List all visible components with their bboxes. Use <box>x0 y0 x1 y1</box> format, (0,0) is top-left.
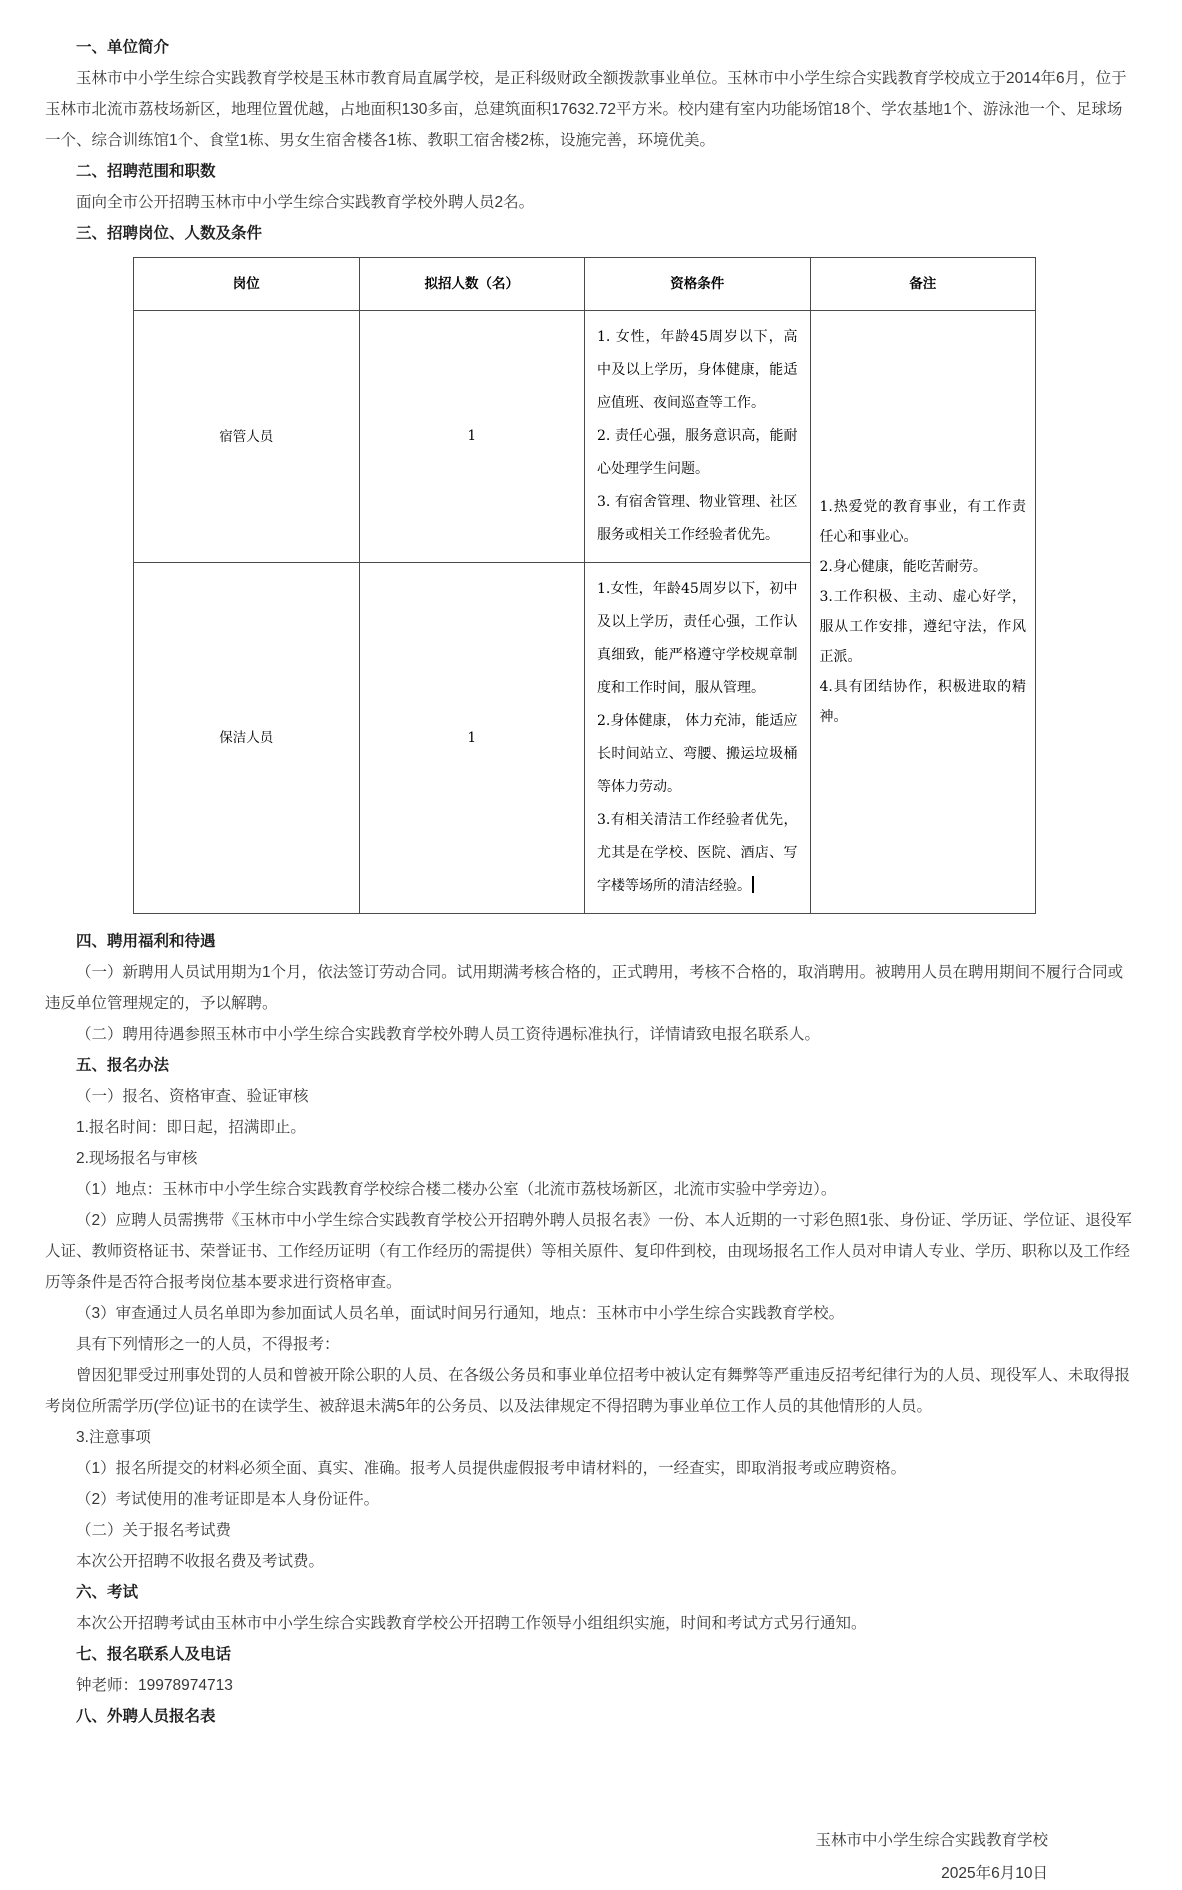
application-paragraph-5[interactable]: （2）应聘人员需携带《玉林市中小学生综合实践教育学校公开招聘外聘人员报名表》一份、本人近期的一寸彩色照1张、身份证、学历证、学位证、退役军人证、教师资格证书、荣誉证书、工作经历证明（有工作经历的需提供）等相关原件、复印件到校，由现场报名工作人员对申请人专业、学历、职称以及工作经历等条件是否符合报考岗位基本要求进行资格审查。 <box>45 1212 1132 1291</box>
recruitment-table <box>133 257 1036 914</box>
table-header-position: 岗位 <box>134 258 360 311</box>
remark-item: 1.热爱党的教育事业，有工作责任心和事业心。 <box>819 499 1026 545</box>
qualification-item <box>597 804 798 903</box>
count-cell[interactable]: 1 <box>359 311 585 563</box>
exam-paragraph[interactable]: 本次公开招聘考试由玉林市中小学生综合实践教育学校公开招聘工作领导小组组织实施，时间和考试方式另行通知。 <box>76 1615 867 1632</box>
application-paragraph-7[interactable]: 具有下列情形之一的人员，不得报考： <box>76 1336 340 1353</box>
section-heading-recruit-scope[interactable]: 二、招聘范围和职数 <box>76 163 216 180</box>
application-paragraph-13[interactable]: 本次公开招聘不收报名费及考试费。 <box>76 1553 325 1570</box>
footer-signature: 玉林市中小学生综合实践教育学校 <box>815 1832 1048 1849</box>
benefits-paragraph-1[interactable]: （一）新聘用人员试用期为1个月，依法签订劳动合同。试用期满考核合格的，正式聘用，考核不合格的，取消聘用。被聘用人员在聘用期间不履行合同或违反单位管理规定的，予以解聘。 <box>45 964 1124 1012</box>
recruit-scope-paragraph[interactable]: 面向全市公开招聘玉林市中小学生综合实践教育学校外聘人员2名。 <box>76 194 535 211</box>
application-paragraph-2[interactable]: 1.报名时间：即日起，招满即止。 <box>76 1119 306 1136</box>
qualification-item: 2.身体健康， 体力充沛，能适应长时间站立、弯腰、搬运垃圾桶等体力劳动。 <box>597 713 798 795</box>
application-paragraph-4[interactable]: （1）地点：玉林市中小学生综合实践教育学校综合楼二楼办公室（北流市荔枝场新区，北流市实验中学旁边）。 <box>76 1181 837 1198</box>
table-header-row <box>134 258 1036 311</box>
document-footer <box>45 1824 1135 1890</box>
remark-item: 3.工作积极、主动、虚心好学，服从工作安排，遵纪守法，作风正派。 <box>819 589 1026 665</box>
table-header-count: 拟招人数（名） <box>359 258 585 311</box>
footer-date: 2025年6月10日 <box>941 1865 1048 1882</box>
position-cell[interactable]: 宿管人员 <box>134 311 360 563</box>
application-paragraph-1[interactable]: （一）报名、资格审查、验证审核 <box>76 1088 309 1105</box>
table-header-remark: 备注 <box>810 258 1036 311</box>
section-heading-benefits[interactable]: 四、聘用福利和待遇 <box>76 933 216 950</box>
remark-item: 2.身心健康，能吃苦耐劳。 <box>819 559 987 575</box>
section-heading-exam[interactable]: 六、考试 <box>76 1584 139 1601</box>
qualification-item: 2. 责任心强，服务意识高，能耐心处理学生问题。 <box>597 428 798 477</box>
section-heading-positions[interactable]: 三、招聘岗位、人数及条件 <box>76 225 263 242</box>
position-cell[interactable]: 保洁人员 <box>134 563 360 914</box>
application-paragraph-11[interactable]: （2）考试使用的准考证即是本人身份证件。 <box>76 1491 380 1508</box>
qualifications-cell[interactable] <box>585 563 811 914</box>
section-heading-application-form[interactable]: 八、外聘人员报名表 <box>76 1708 216 1725</box>
qualification-item: 1.女性，年龄45周岁以下，初中及以上学历，责任心强，工作认真细致，能严格遵守学校规章制度和工作时间，服从管理。 <box>597 581 798 696</box>
benefits-paragraph-2[interactable]: （二）聘用待遇参照玉林市中小学生综合实践教育学校外聘人员工资待遇标准执行，详情请致电报名联系人。 <box>76 1026 821 1043</box>
text-cursor <box>752 876 754 893</box>
section-heading-unit-intro[interactable]: 一、单位简介 <box>76 39 170 56</box>
application-paragraph-3[interactable]: 2.现场报名与审核 <box>76 1150 198 1167</box>
contact-phone-line[interactable]: 钟老师：19978974713 <box>76 1677 233 1694</box>
application-paragraph-6[interactable]: （3）审查通过人员名单即为参加面试人员名单，面试时间另行通知，地点：玉林市中小学生综合实践教育学校。 <box>76 1305 845 1322</box>
qualifications-cell[interactable] <box>585 311 811 563</box>
table-header-qualifications: 资格条件 <box>585 258 811 311</box>
section-heading-application[interactable]: 五、报名办法 <box>76 1057 170 1074</box>
application-paragraph-10[interactable]: （1）报名所提交的材料必须全面、真实、准确。报考人员提供虚假报考申请材料的，一经查实，即取消报考或应聘资格。 <box>76 1460 907 1477</box>
qualification-item: 1. 女性，年龄45周岁以下，高中及以上学历，身体健康，能适应值班、夜间巡查等工作。 <box>597 329 798 411</box>
qualification-item: 3. 有宿舍管理、物业管理、社区服务或相关工作经验者优先。 <box>597 494 798 543</box>
section-heading-contact[interactable]: 七、报名联系人及电话 <box>76 1646 232 1663</box>
application-paragraph-8[interactable]: 曾因犯罪受过刑事处罚的人员和曾被开除公职的人员、在各级公务员和事业单位招考中被认定有舞弊等严重违反招考纪律行为的人员、现役军人、未取得报考岗位所需学历(学位)证书的在读学生、被辞退未满5年的公务员、以及法律规定不得招聘为事业单位工作人员的其他情形的人员。 <box>45 1367 1131 1415</box>
qualification-item-text: 3.有相关清洁工作经验者优先，尤其是在学校、医院、酒店、写字楼等场所的清洁经验。 <box>597 812 798 894</box>
unit-intro-paragraph[interactable]: 玉林市中小学生综合实践教育学校是玉林市教育局直属学校，是正科级财政全额拨款事业单位。玉林市中小学生综合实践教育学校成立于2014年6月，位于玉林市北流市荔枝场新区，地理位置优越，占地面积130多亩，总建筑面积17632.72平方米。校内建有室内功能场馆18个、学农基地1个、游泳池一个、足球场一个、综合训练馆1个、食堂1栋、男女生宿舍楼各1栋、教职工宿舍楼2栋，设施完善，环境优美。 <box>45 70 1127 149</box>
count-cell[interactable]: 1 <box>359 563 585 914</box>
application-paragraph-9[interactable]: 3.注意事项 <box>76 1429 151 1446</box>
application-paragraph-12[interactable]: （二）关于报名考试费 <box>76 1522 232 1539</box>
remark-cell[interactable] <box>810 311 1036 914</box>
table-row-dorm-manager <box>134 311 1036 563</box>
remark-item: 4.具有团结协作，积极进取的精神。 <box>819 679 1026 725</box>
